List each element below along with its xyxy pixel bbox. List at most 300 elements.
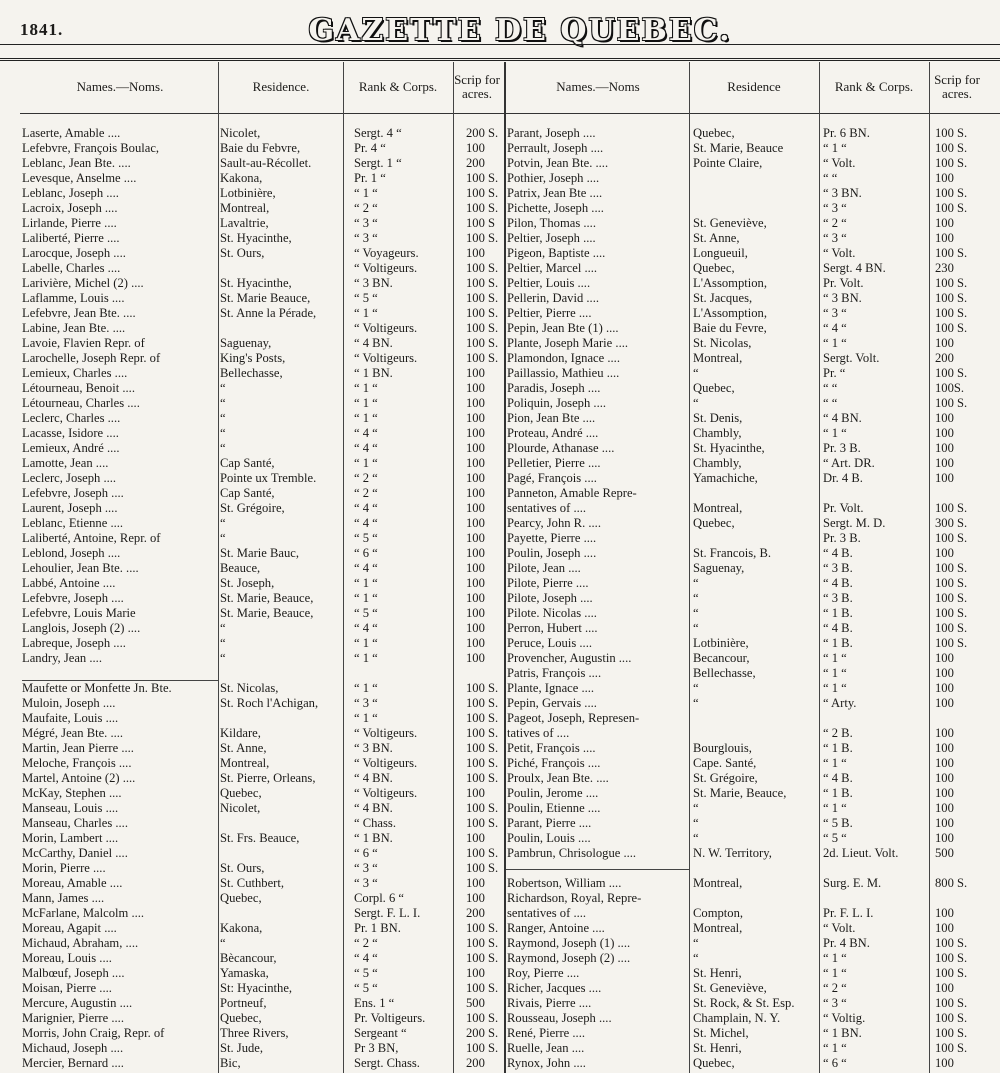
name-cell: Leclerc, Joseph ....: [22, 471, 117, 485]
scrip-cell: 100: [466, 606, 485, 620]
name-cell: Paradis, Joseph ....: [507, 381, 601, 395]
rank-cell: “ 2 “: [354, 201, 378, 215]
name-cell: Levesque, Anselme ....: [22, 171, 137, 185]
residence-cell: Montreal,: [220, 201, 270, 215]
rank-cell: “ “: [823, 381, 838, 395]
rank-cell: Pr. 1 “: [354, 171, 386, 185]
table-row: [507, 441, 997, 456]
rank-cell: “ Chass.: [354, 816, 396, 830]
rank-cell: “ 2 “: [354, 471, 378, 485]
left-header-residence: Residence.: [252, 79, 310, 94]
table-row: [507, 486, 997, 501]
rank-cell: “ 1 B.: [823, 606, 853, 620]
rank-cell: “ 1 “: [354, 381, 378, 395]
table-row: [22, 996, 502, 1011]
rank-cell: Pr. F. L. I.: [823, 906, 874, 920]
name-cell: Poulin, Etienne ....: [507, 801, 601, 815]
table-row: [22, 441, 502, 456]
name-cell: Rivais, Pierre ....: [507, 996, 592, 1010]
scrip-cell: 100: [935, 426, 954, 440]
rank-cell: Sergt. Chass.: [354, 1056, 420, 1070]
table-row: [22, 351, 502, 366]
right-header-names: Names.—Noms: [556, 79, 640, 94]
scrip-cell: 100 S: [466, 216, 496, 230]
name-cell: Plourde, Athanase ....: [507, 441, 615, 455]
residence-cell: “: [693, 366, 699, 380]
residence-cell: Nicolet,: [220, 126, 261, 140]
scrip-cell: 300 S.: [935, 516, 968, 530]
residence-cell: “: [220, 516, 226, 530]
table-row: [507, 231, 997, 246]
name-cell: Pilon, Thomas ....: [507, 216, 596, 230]
name-cell: Pigeon, Baptiste ....: [507, 246, 606, 260]
table-row: [22, 141, 502, 156]
scrip-cell: 100 S.: [935, 141, 968, 155]
scrip-cell: 100 S.: [466, 981, 499, 995]
scrip-cell: 200: [466, 1056, 485, 1070]
table-row: [22, 276, 502, 291]
residence-cell: St. Nicolas,: [220, 681, 279, 695]
rank-cell: “ 1 “: [823, 651, 847, 665]
scrip-cell: 100: [466, 456, 485, 470]
name-cell: Ruelle, Jean ....: [507, 1041, 585, 1055]
rank-cell: “ 3 BN.: [823, 291, 862, 305]
residence-cell: “: [693, 576, 699, 590]
name-cell: Moreau, Louis ....: [22, 951, 112, 965]
scrip-cell: 100 S.: [466, 306, 499, 320]
name-cell: Labine, Jean Bte. ....: [22, 321, 126, 335]
scrip-cell: 100: [466, 876, 485, 890]
residence-cell: St. Anne,: [693, 231, 740, 245]
scrip-cell: 100: [935, 816, 954, 830]
residence-cell: St. Marie, Beauce: [693, 141, 784, 155]
table-row: [507, 246, 997, 261]
name-cell: Martin, Jean Pierre ....: [22, 741, 134, 755]
scrip-cell: 100 S.: [935, 966, 968, 980]
scrip-cell: 100: [466, 426, 485, 440]
rank-cell: “ 2 “: [354, 936, 378, 950]
scrip-cell: 100 S.: [935, 636, 968, 650]
residence-cell: Bècancour,: [220, 951, 277, 965]
residence-cell: St. Nicolas,: [693, 336, 752, 350]
name-cell: Leblanc, Joseph ....: [22, 186, 119, 200]
residence-cell: St. Marie Beauce,: [220, 291, 311, 305]
table-row: [507, 801, 997, 816]
scrip-cell: 100 S.: [466, 291, 499, 305]
name-cell: sentatives of ....: [507, 906, 587, 920]
name-cell: Lefebvre, Joseph ....: [22, 591, 124, 605]
name-cell: Pion, Jean Bte ....: [507, 411, 596, 425]
rank-cell: “ 1 BN.: [354, 831, 393, 845]
name-cell: Parant, Joseph ....: [507, 126, 596, 140]
scrip-cell: 100: [466, 531, 485, 545]
scrip-cell: 100S.: [935, 381, 965, 395]
name-cell: Plante, Ignace ....: [507, 681, 595, 695]
residence-cell: Quebec,: [220, 891, 262, 905]
scrip-cell: 100 S.: [466, 1011, 499, 1025]
rank-cell: Sergt. 4 BN.: [823, 261, 886, 275]
residence-cell: Lotbinière,: [693, 636, 749, 650]
residence-cell: Quebec,: [693, 126, 735, 140]
name-cell: Pothier, Joseph ....: [507, 171, 600, 185]
rank-cell: “ Voltigeurs.: [354, 726, 418, 740]
rank-cell: “ 5 “: [354, 606, 378, 620]
name-cell: Lefebvre, François Boulac,: [22, 141, 160, 155]
name-cell: Laliberté, Antoine, Repr. of: [22, 531, 161, 545]
rank-cell: “ Voltigeurs.: [354, 351, 418, 365]
name-cell: Larocque, Joseph ....: [22, 246, 126, 260]
table-row: [22, 381, 502, 396]
table-row: [507, 381, 997, 396]
residence-cell: St. Ours,: [220, 246, 265, 260]
name-cell: Moreau, Amable ....: [22, 876, 123, 890]
residence-cell: “: [220, 426, 226, 440]
table-row: [507, 906, 997, 921]
table-row: [507, 156, 997, 171]
rank-cell: “ 1 “: [823, 336, 847, 350]
residence-cell: St: Hyacinthe,: [220, 981, 293, 995]
rank-cell: Surg. E. M.: [823, 876, 882, 890]
scrip-cell: 100: [466, 486, 485, 500]
table-row: [22, 426, 502, 441]
residence-cell: Cape. Santé,: [693, 756, 757, 770]
name-cell: Richardson, Royal, Repre-: [507, 891, 642, 905]
scrip-cell: 100: [466, 516, 485, 530]
residence-cell: St. Marie, Beauce,: [693, 786, 787, 800]
scrip-cell: 100 S.: [466, 741, 499, 755]
residence-cell: Kildare,: [220, 726, 261, 740]
residence-cell: St. Marie, Beauce,: [220, 591, 314, 605]
rank-cell: “ 5 “: [354, 531, 378, 545]
rank-cell: 2d. Lieut. Volt.: [823, 846, 899, 860]
scrip-cell: 200: [466, 156, 485, 170]
scrip-cell: 100 S.: [466, 1041, 499, 1055]
name-cell: Plante, Joseph Marie ....: [507, 336, 629, 350]
name-cell: Lemieux, André ....: [22, 441, 120, 455]
rank-cell: “ 4 B.: [823, 546, 853, 560]
table-row: [22, 681, 502, 696]
residence-cell: “: [693, 801, 699, 815]
name-cell: Peltier, Joseph ....: [507, 231, 596, 245]
residence-cell: “: [220, 936, 226, 950]
scrip-cell: 100 S.: [466, 771, 499, 785]
scrip-cell: 100: [466, 411, 485, 425]
table-row: [507, 936, 997, 951]
residence-cell: Quebec,: [220, 1011, 262, 1025]
table-row: [507, 531, 997, 546]
scrip-cell: 100 S.: [935, 1026, 968, 1040]
residence-cell: Portneuf,: [220, 996, 267, 1010]
name-cell: Malbœuf, Joseph ....: [22, 966, 125, 980]
name-cell: Meloche, François ....: [22, 756, 132, 770]
rank-cell: “ Volt.: [823, 246, 856, 260]
name-cell: Langlois, Joseph (2) ....: [22, 621, 141, 635]
rank-cell: “ “: [823, 171, 838, 185]
rank-cell: Pr 3 BN,: [354, 1041, 399, 1055]
rank-cell: “ 2 B.: [823, 726, 853, 740]
table-row: [507, 516, 997, 531]
rank-cell: “ 3 “: [823, 996, 847, 1010]
scrip-cell: 100: [935, 666, 954, 680]
name-cell: Peltier, Marcel ....: [507, 261, 598, 275]
name-cell: Laurent, Joseph ....: [22, 501, 118, 515]
residence-cell: “: [693, 621, 699, 635]
residence-cell: St. Marie Bauc,: [220, 546, 300, 560]
scrip-cell: 100: [466, 651, 485, 665]
table-row: [507, 966, 997, 981]
table-row: [507, 396, 997, 411]
name-cell: Laflamme, Louis ....: [22, 291, 125, 305]
issue-year: 1841.: [20, 20, 64, 39]
residence-cell: Kakona,: [220, 171, 263, 185]
residence-cell: St. Hyacinthe,: [220, 231, 292, 245]
scrip-cell: 100: [466, 141, 485, 155]
residence-cell: Longueuil,: [693, 246, 748, 260]
residence-cell: Montreal,: [220, 756, 270, 770]
residence-cell: N. W. Territory,: [693, 846, 772, 860]
rank-cell: “ 5 “: [354, 291, 378, 305]
table-row: [507, 651, 997, 666]
residence-cell: L'Assomption,: [693, 306, 767, 320]
residence-cell: Yamachiche,: [693, 471, 758, 485]
scrip-cell: 100 S.: [466, 261, 499, 275]
table-row: [507, 411, 997, 426]
rank-cell: Sergeant “: [354, 1026, 407, 1040]
table-row: [22, 231, 502, 246]
scrip-cell: 100: [466, 501, 485, 515]
table-row: [22, 531, 502, 546]
rank-cell: Pr. 4 “: [354, 141, 386, 155]
scrip-cell: 100 S.: [935, 591, 968, 605]
table-row: [507, 351, 997, 366]
residence-cell: “: [693, 831, 699, 845]
name-cell: Raymond, Joseph (1) ....: [507, 936, 631, 950]
residence-cell: St. Jacques,: [693, 291, 753, 305]
scrip-cell: 100 S.: [935, 501, 968, 515]
scrip-cell: 100 S.: [466, 936, 499, 950]
scrip-cell: 100: [935, 981, 954, 995]
name-cell: Ranger, Antoine ....: [507, 921, 605, 935]
rank-cell: “ 4 B.: [823, 621, 853, 635]
name-cell: Michaud, Abraham, ....: [22, 936, 139, 950]
scrip-cell: 200 S.: [466, 126, 499, 140]
table-row: [507, 696, 997, 711]
scrip-cell: 100 S.: [935, 276, 968, 290]
rank-cell: “ 1 B.: [823, 786, 853, 800]
table-row: [22, 846, 502, 861]
left-listing: [22, 126, 502, 1071]
scrip-cell: 100 S.: [466, 921, 499, 935]
table-row: [22, 816, 502, 831]
rank-cell: Pr. 1 BN.: [354, 921, 401, 935]
residence-cell: Montreal,: [693, 876, 743, 890]
scrip-cell: 100 S.: [466, 711, 499, 725]
rank-cell: “ 1 “: [354, 681, 378, 695]
header-rule: [20, 113, 1000, 114]
table-row: [22, 516, 502, 531]
name-cell: Paillassio, Mathieu ....: [507, 366, 620, 380]
name-cell: Morin, Lambert ....: [22, 831, 119, 845]
table-row: [22, 1011, 502, 1026]
residence-cell: St. Roch l'Achigan,: [220, 696, 319, 710]
name-cell: Rousseau, Joseph ....: [507, 1011, 612, 1025]
scrip-cell: 100: [935, 336, 954, 350]
name-cell: Mercure, Augustin ....: [22, 996, 133, 1010]
rank-cell: “ 1 “: [354, 456, 378, 470]
name-cell: Morris, John Craig, Repr. of: [22, 1026, 165, 1040]
residence-cell: St. Michel,: [693, 1026, 749, 1040]
table-row: [507, 366, 997, 381]
rank-cell: “ 1 “: [823, 801, 847, 815]
name-cell: Lefebvre, Jean Bte. ....: [22, 306, 136, 320]
rank-cell: “ 2 “: [354, 486, 378, 500]
table-row: [507, 726, 997, 741]
rank-cell: “ 3 “: [823, 231, 847, 245]
rank-cell: “ 1 “: [823, 666, 847, 680]
table-row: [507, 291, 997, 306]
residence-cell: St. Denis,: [693, 411, 743, 425]
residence-cell: Baie du Fevre,: [693, 321, 767, 335]
name-cell: Lacroix, Joseph ....: [22, 201, 118, 215]
name-cell: Poliquin, Joseph ....: [507, 396, 607, 410]
name-cell: Lefebvre, Louis Marie: [22, 606, 136, 620]
residence-cell: “: [220, 396, 226, 410]
scrip-cell: 100 S.: [935, 306, 968, 320]
residence-cell: “: [693, 816, 699, 830]
table-row: [22, 876, 502, 891]
name-cell: Richer, Jacques ....: [507, 981, 602, 995]
residence-cell: Bic,: [220, 1056, 241, 1070]
table-row: [507, 201, 997, 216]
rank-cell: “ 1 “: [354, 306, 378, 320]
residence-cell: Montreal,: [693, 921, 743, 935]
rank-cell: Sergt. 1 “: [354, 156, 402, 170]
scrip-cell: 100 S.: [466, 351, 499, 365]
table-row: [507, 1056, 997, 1071]
residence-cell: St. Grégoire,: [693, 771, 758, 785]
scrip-cell: 100: [935, 831, 954, 845]
rank-cell: “ Voltigeurs.: [354, 786, 418, 800]
table-row: [22, 471, 502, 486]
name-cell: Morin, Pierre ....: [22, 861, 106, 875]
rank-cell: “ 3 B.: [823, 561, 853, 575]
table-row: [507, 921, 997, 936]
scrip-cell: 200 S.: [466, 1026, 499, 1040]
name-cell: Pelletier, Pierre ....: [507, 456, 601, 470]
table-row: [507, 261, 997, 276]
rank-cell: “ 1 “: [354, 186, 378, 200]
residence-cell: Chambly,: [693, 426, 742, 440]
residence-cell: St. Francois, B.: [693, 546, 772, 560]
scrip-cell: 100: [466, 561, 485, 575]
name-cell: Laserte, Amable ....: [22, 126, 121, 140]
scrip-cell: 100: [935, 771, 954, 785]
rank-cell: “ 4 B.: [823, 576, 853, 590]
name-cell: Landry, Jean ....: [22, 651, 102, 665]
residence-cell: Bellechasse,: [220, 366, 283, 380]
name-cell: Leclerc, Charles ....: [22, 411, 121, 425]
scrip-cell: 100: [466, 591, 485, 605]
scrip-cell: 100: [935, 231, 954, 245]
scrip-cell: 200: [935, 351, 954, 365]
rank-cell: “ 3 BN.: [823, 186, 862, 200]
left-header-rank: Rank & Corps.: [358, 79, 438, 94]
table-row: [22, 171, 502, 186]
name-cell: Leblanc, Jean Bte. ....: [22, 156, 131, 170]
table-row: [507, 891, 997, 906]
table-row: [22, 786, 502, 801]
scrip-cell: 100 S.: [935, 246, 968, 260]
table-row: [22, 636, 502, 651]
table-row: [507, 321, 997, 336]
scrip-cell: 100 S.: [935, 531, 968, 545]
table-row: [507, 561, 997, 576]
table-row: [22, 936, 502, 951]
table-row: [22, 546, 502, 561]
header-double-rule: [0, 58, 1000, 61]
residence-cell: Saguenay,: [220, 336, 272, 350]
rank-cell: “ 1 “: [354, 411, 378, 425]
residence-cell: “: [693, 936, 699, 950]
residence-cell: Quebec,: [220, 786, 262, 800]
table-row: [22, 801, 502, 816]
scrip-cell: 100 S.: [466, 951, 499, 965]
residence-cell: “: [220, 411, 226, 425]
residence-cell: St. Geneviève,: [693, 216, 767, 230]
table-row: [22, 366, 502, 381]
rank-cell: “ 3 “: [354, 231, 378, 245]
table-row: [22, 711, 502, 726]
table-row: [507, 831, 997, 846]
table-row: [507, 471, 997, 486]
scrip-cell: 100 S.: [466, 756, 499, 770]
name-cell: Pichette, Joseph ....: [507, 201, 604, 215]
scrip-cell: 100: [466, 441, 485, 455]
residence-cell: Nicolet,: [220, 801, 261, 815]
residence-cell: Three Rivers,: [220, 1026, 289, 1040]
table-row: [22, 651, 502, 666]
rank-cell: “ 6 “: [354, 546, 378, 560]
table-row: [507, 126, 997, 141]
left-header-scrip: Scrip for acres.: [454, 72, 500, 101]
scrip-cell: 100 S.: [466, 321, 499, 335]
name-cell: Lehoulier, Jean Bte. ....: [22, 561, 139, 575]
residence-cell: Saguenay,: [693, 561, 745, 575]
name-cell: Létourneau, Charles ....: [22, 396, 140, 410]
residence-cell: “: [693, 396, 699, 410]
scrip-cell: 100 S.: [466, 816, 499, 830]
table-row: [507, 741, 997, 756]
right-header-rank: Rank & Corps.: [834, 79, 914, 94]
residence-cell: Compton,: [693, 906, 744, 920]
table-row: [22, 246, 502, 261]
rank-cell: “ 1 B.: [823, 636, 853, 650]
residence-cell: Quebec,: [693, 1056, 735, 1070]
table-row: [507, 771, 997, 786]
scrip-cell: 100: [935, 726, 954, 740]
table-row: [507, 711, 997, 726]
residence-cell: Quebec,: [693, 516, 735, 530]
right-header-scrip: Scrip for acres.: [934, 72, 980, 101]
rank-cell: Sergt. 4 “: [354, 126, 402, 140]
table-row: [22, 1026, 502, 1041]
name-cell: Potvin, Jean Bte. ....: [507, 156, 609, 170]
scrip-cell: 100 S.: [935, 576, 968, 590]
residence-cell: St. Grégoire,: [220, 501, 285, 515]
scrip-cell: 100: [935, 171, 954, 185]
rank-cell: “ 4 “: [354, 516, 378, 530]
scrip-cell: 100: [935, 681, 954, 695]
